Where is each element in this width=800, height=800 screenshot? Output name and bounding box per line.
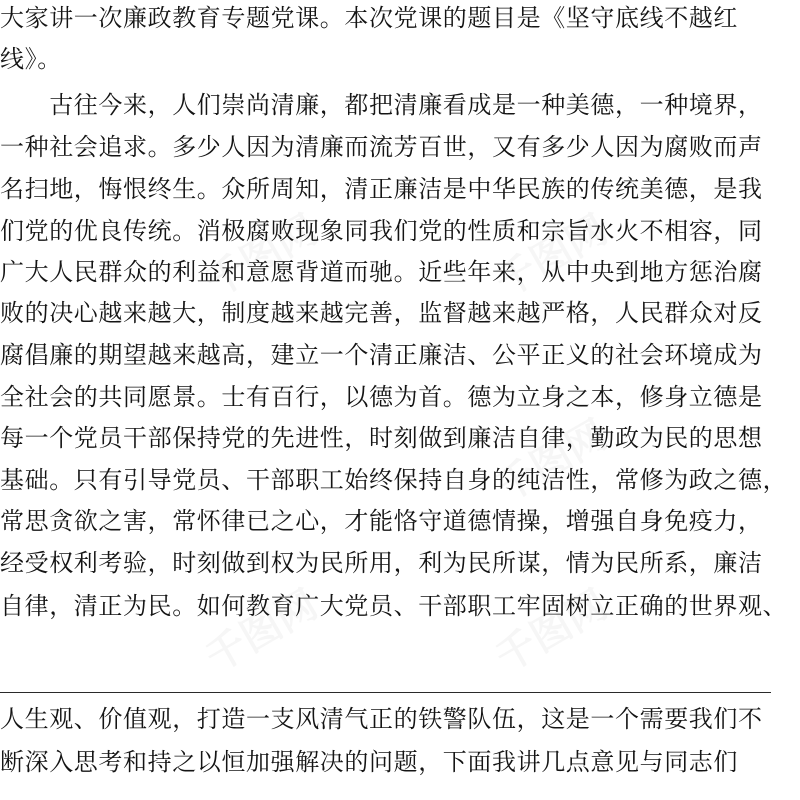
- page-break-divider: [0, 692, 771, 693]
- body-text-line: 断深入思考和持之以恒加强解决的问题，下面我讲几点意见与同志们: [0, 748, 738, 776]
- body-text-line: 名扫地，悔恨终生。众所周知，清正廉洁是中华民族的传统美德，是我: [0, 175, 763, 203]
- body-text-line: 经受权利考验，时刻做到权为民所用，利为民所谋，情为民所系，廉洁: [0, 549, 763, 577]
- body-text-line: 广大人民群众的利益和意愿背道而驰。近些年来，从中央到地方惩治腐: [0, 258, 763, 286]
- body-text-line: 人生观、价值观，打造一支风清气正的铁警队伍，这是一个需要我们不: [0, 705, 763, 733]
- body-text-line: 基础。只有引导党员、干部职工始终保持自身的纯洁性，常修为政之德，: [0, 466, 788, 494]
- body-text-line: 败的决心越来越大，制度越来越完善，监督越来越严格，人民群众对反: [0, 299, 763, 327]
- body-text-line: 大家讲一次廉政教育专题党课。本次党课的题目是《坚守底线不越红: [0, 4, 738, 32]
- body-text-line: 全社会的共同愿景。士有百行，以德为首。德为立身之本，修身立德是: [0, 383, 763, 411]
- watermark-text: 千图网: [488, 411, 616, 512]
- body-text-line: 一种社会追求。多少人因为清廉而流芳百世，又有多少人因为腐败而声: [0, 133, 763, 161]
- body-text-line: 常思贪欲之害，常怀律已之心，才能恪守道德情操，增强自身免疫力，: [0, 507, 763, 535]
- body-text-line: 腐倡廉的期望越来越高，建立一个清正廉洁、公平正义的社会环境成为: [0, 341, 763, 369]
- watermark-text: 千图网: [488, 581, 616, 682]
- body-text-line: 古往今来，人们崇尚清廉，都把清廉看成是一种美德，一种境界，: [0, 91, 763, 119]
- body-text-line: 线》。: [0, 45, 62, 73]
- watermark-text: 千图网: [198, 206, 326, 307]
- watermark-text: 千图网: [488, 206, 616, 307]
- body-text-line: 自律，清正为民。如何教育广大党员、干部职工牢固树立正确的世界观、: [0, 592, 788, 620]
- body-text-line: 们党的优良传统。消极腐败现象同我们党的性质和宗旨水火不相容，同: [0, 217, 763, 245]
- watermark-text: 千图网: [198, 581, 326, 682]
- body-text-line: 每一个党员干部保持党的先进性，时刻做到廉洁自律，勤政为民的思想: [0, 424, 763, 452]
